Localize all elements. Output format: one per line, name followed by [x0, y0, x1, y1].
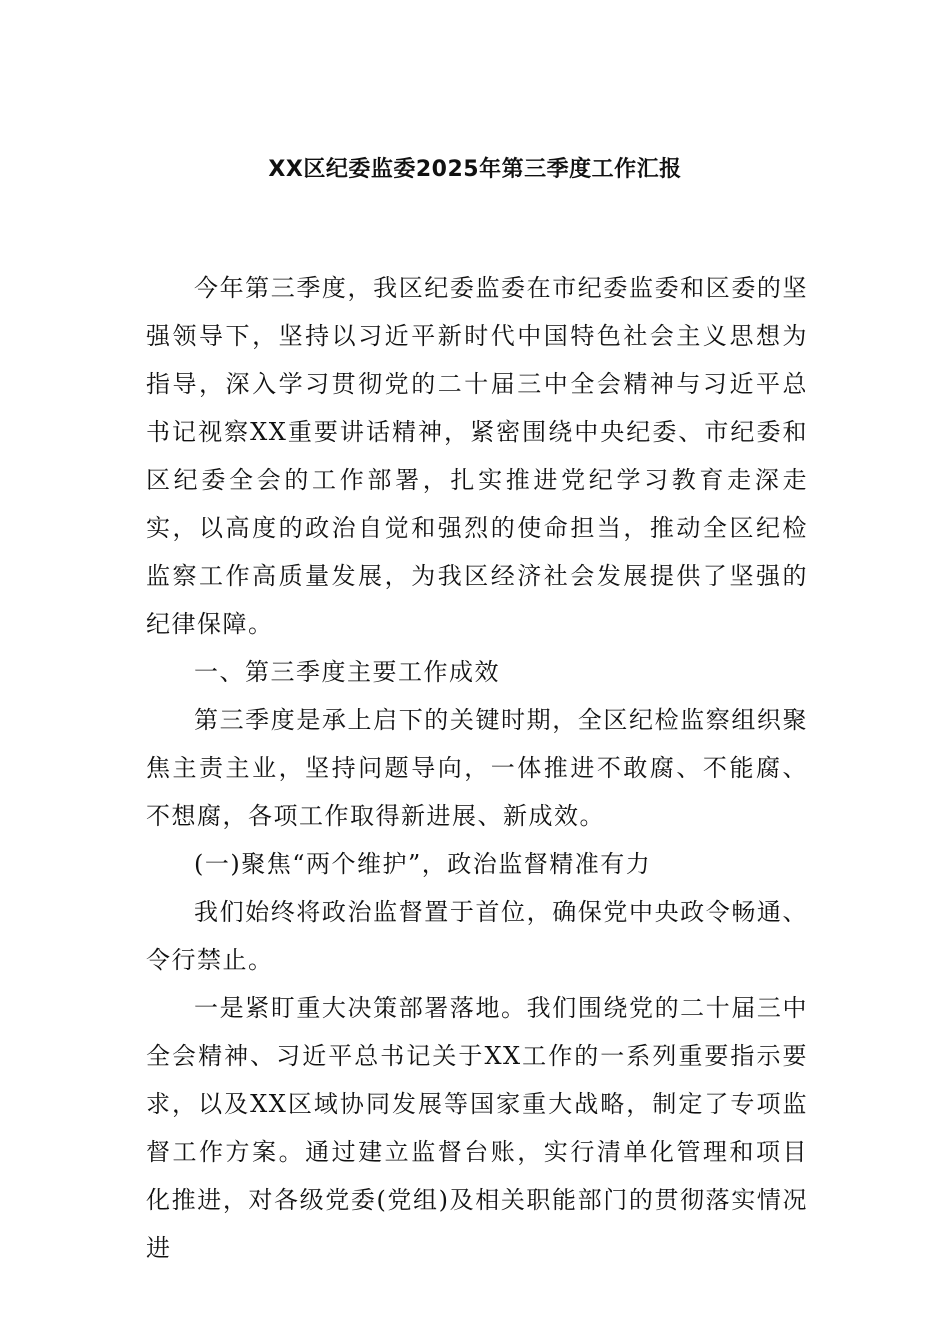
paragraph-political-supervision: 我们始终将政治监督置于首位，确保党中央政令畅通、令行禁止。: [146, 898, 808, 974]
document-body: [146, 264, 808, 1272]
paragraph-section-1-summary: 第三季度是承上启下的关键时期，全区纪检监察组织聚焦主责主业，坚持问题导向，一体推进不敢腐、不能腐、不想腐，各项工作取得新进展、新成效。: [146, 706, 808, 830]
paragraph-intro: 今年第三季度，我区纪委监委在市纪委监委和区委的坚强领导下，坚持以习近平新时代中国特色社会主义思想为指导，深入学习贯彻党的二十届三中全会精神与习近平总书记视察XX重要讲话精神，紧密围绕中央纪委、市纪委和区纪委全会的工作部署，扎实推进党纪学习教育走深走实，以高度的政治自觉和强烈的使命担当，推动全区纪检监察工作高质量发展，为我区经济社会发展提供了坚强的纪律保障。: [146, 274, 808, 638]
subsection-heading-1: (一)聚焦“两个维护”，政治监督精准有力: [194, 850, 652, 878]
section-heading-1: 一、第三季度主要工作成效: [194, 658, 500, 686]
paragraph-point-one: 一是紧盯重大决策部署落地。我们围绕党的二十届三中全会精神、习近平总书记关于XX工作的一系列重要指示要求，以及XX区域协同发展等国家重大战略，制定了专项监督工作方案。通过建立监督台账，实行清单化管理和项目化推进，对各级党委(党组)及相关职能部门的贯彻落实情况进: [146, 994, 808, 1262]
document-title: XX区纪委监委2025年第三季度工作汇报: [268, 157, 682, 182]
